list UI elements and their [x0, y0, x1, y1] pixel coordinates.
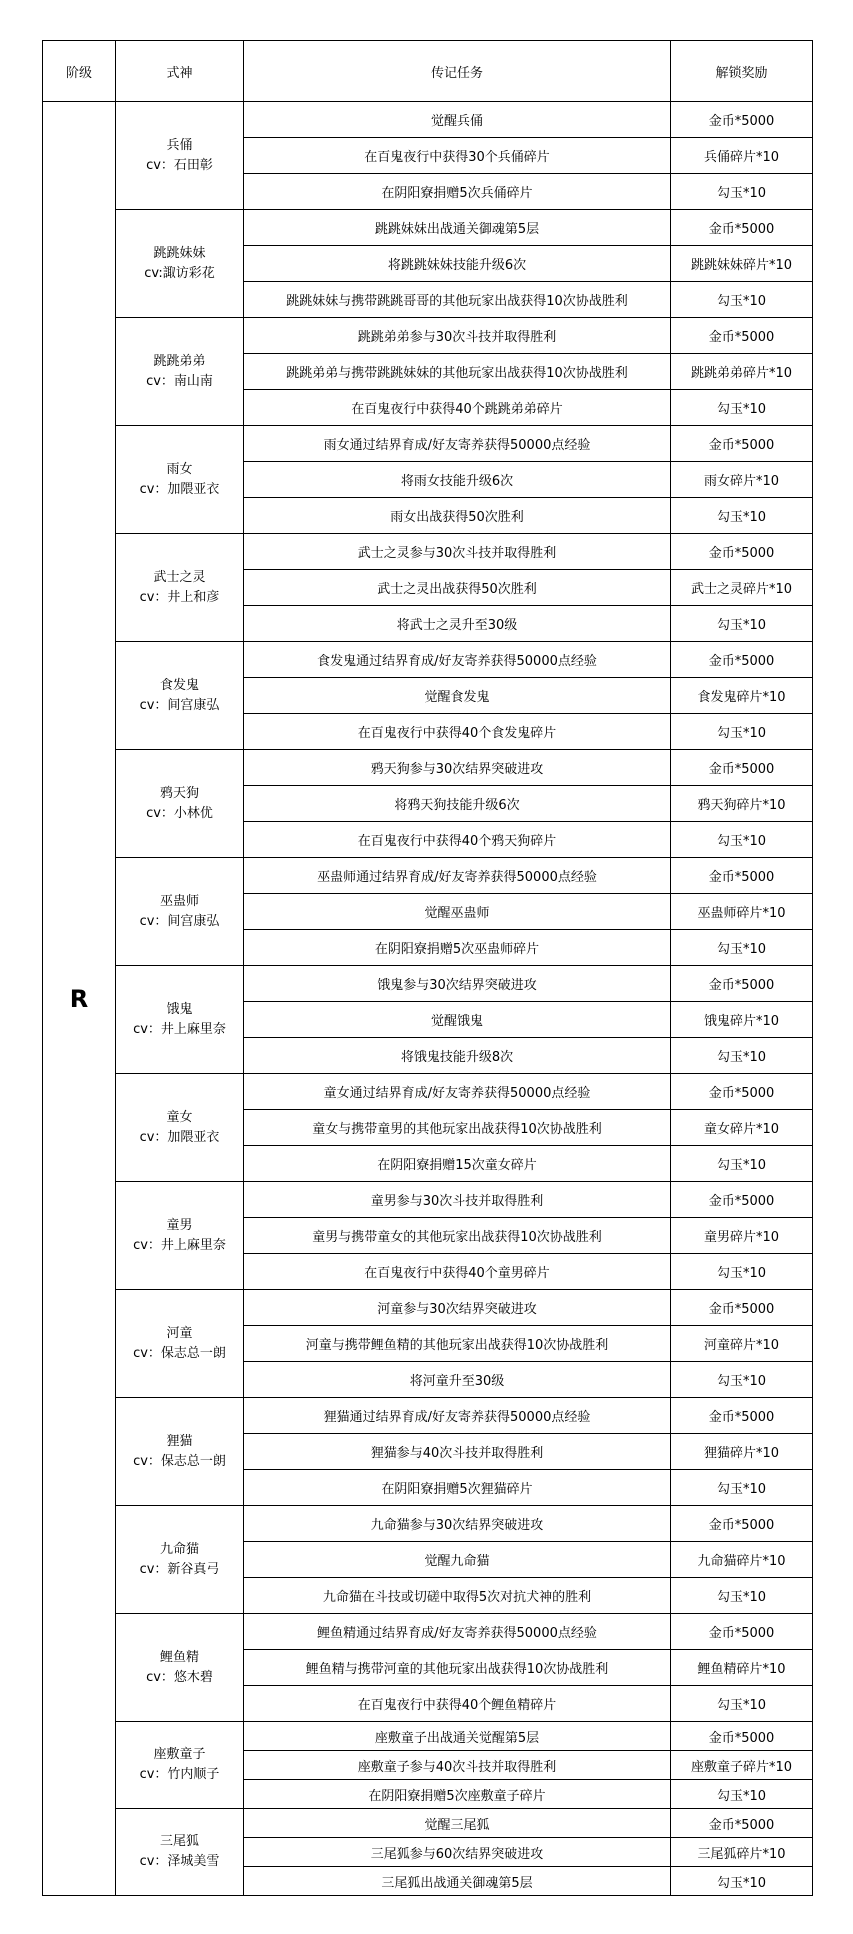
task-cell: 将武士之灵升至30级 [244, 606, 671, 642]
shikigami-name: 武士之灵 [153, 569, 206, 585]
shikigami-cv: cv：泽城美雪 [139, 1854, 220, 1869]
reward-cell: 童女碎片*10 [671, 1110, 813, 1146]
table-row [43, 1074, 813, 1110]
reward-cell: 金币*5000 [671, 426, 813, 462]
task-cell: 巫蛊师通过结界育成/好友寄养获得50000点经验 [244, 858, 671, 894]
reward-cell: 金币*5000 [671, 1074, 813, 1110]
reward-cell: 金币*5000 [671, 1614, 813, 1650]
shikigami-cell [116, 1506, 244, 1614]
shikigami-cv: cv：保志总一朗 [133, 1453, 226, 1469]
reward-cell: 勾玉*10 [671, 1686, 813, 1722]
reward-cell: 勾玉*10 [671, 1470, 813, 1506]
table-row [43, 1290, 813, 1326]
table-row [43, 102, 813, 138]
shikigami-cell [116, 318, 244, 426]
task-cell: 饿鬼参与30次结界突破进攻 [244, 966, 671, 1002]
reward-cell: 金币*5000 [671, 858, 813, 894]
task-cell: 跳跳妹妹出战通关御魂第5层 [244, 210, 671, 246]
shikigami-cell [116, 1398, 244, 1506]
reward-cell: 勾玉*10 [671, 1254, 813, 1290]
shikigami-name: 狸猫 [166, 1433, 193, 1449]
reward-cell: 金币*5000 [671, 1182, 813, 1218]
shikigami-cv: cv：间宫康弘 [139, 697, 220, 713]
reward-cell: 金币*5000 [671, 1722, 813, 1751]
task-cell: 觉醒九命猫 [244, 1542, 671, 1578]
grade-cell: R [43, 102, 116, 1896]
task-cell: 三尾狐出战通关御魂第5层 [244, 1867, 671, 1896]
shikigami-cell [116, 1290, 244, 1398]
header-reward: 解锁奖励 [671, 41, 813, 102]
biography-task-table [42, 40, 813, 1896]
reward-cell: 勾玉*10 [671, 1780, 813, 1809]
reward-cell: 金币*5000 [671, 642, 813, 678]
table-row [43, 318, 813, 354]
reward-cell: 勾玉*10 [671, 174, 813, 210]
shikigami-cell [116, 1074, 244, 1182]
task-cell: 座敷童子出战通关觉醒第5层 [244, 1722, 671, 1751]
task-cell: 鲤鱼精通过结界育成/好友寄养获得50000点经验 [244, 1614, 671, 1650]
shikigami-name: 童女 [166, 1109, 193, 1125]
reward-cell: 童男碎片*10 [671, 1218, 813, 1254]
task-cell: 在百鬼夜行中获得30个兵俑碎片 [244, 138, 671, 174]
task-cell: 三尾狐参与60次结界突破进攻 [244, 1838, 671, 1867]
reward-cell: 九命猫碎片*10 [671, 1542, 813, 1578]
task-cell: 跳跳弟弟参与30次斗技并取得胜利 [244, 318, 671, 354]
reward-cell: 勾玉*10 [671, 1578, 813, 1614]
table-row [43, 750, 813, 786]
table-row [43, 642, 813, 678]
task-cell: 觉醒巫蛊师 [244, 894, 671, 930]
table-row [43, 1182, 813, 1218]
task-cell: 在百鬼夜行中获得40个鲤鱼精碎片 [244, 1686, 671, 1722]
reward-cell: 勾玉*10 [671, 1038, 813, 1074]
reward-cell: 座敷童子碎片*10 [671, 1751, 813, 1780]
reward-cell: 三尾狐碎片*10 [671, 1838, 813, 1867]
task-cell: 将饿鬼技能升级8次 [244, 1038, 671, 1074]
task-cell: 将跳跳妹妹技能升级6次 [244, 246, 671, 282]
task-cell: 觉醒三尾狐 [244, 1809, 671, 1838]
reward-cell: 跳跳弟弟碎片*10 [671, 354, 813, 390]
task-cell: 雨女通过结界育成/好友寄养获得50000点经验 [244, 426, 671, 462]
reward-cell: 勾玉*10 [671, 1867, 813, 1896]
reward-cell: 金币*5000 [671, 966, 813, 1002]
table-row [43, 858, 813, 894]
shikigami-cell [116, 642, 244, 750]
table-row [43, 1506, 813, 1542]
task-cell: 武士之灵参与30次斗技并取得胜利 [244, 534, 671, 570]
task-cell: 武士之灵出战获得50次胜利 [244, 570, 671, 606]
reward-cell: 勾玉*10 [671, 1362, 813, 1398]
shikigami-cell [116, 210, 244, 318]
reward-cell: 鲤鱼精碎片*10 [671, 1650, 813, 1686]
shikigami-cell [116, 102, 244, 210]
shikigami-cell [116, 1614, 244, 1722]
shikigami-cv: cv：井上麻里奈 [133, 1021, 226, 1037]
task-cell: 在百鬼夜行中获得40个童男碎片 [244, 1254, 671, 1290]
reward-cell: 武士之灵碎片*10 [671, 570, 813, 606]
shikigami-name: 童男 [166, 1217, 193, 1233]
table-row [43, 1722, 813, 1751]
task-cell: 觉醒饿鬼 [244, 1002, 671, 1038]
task-cell: 童女通过结界育成/好友寄养获得50000点经验 [244, 1074, 671, 1110]
task-cell: 童男参与30次斗技并取得胜利 [244, 1182, 671, 1218]
reward-cell: 勾玉*10 [671, 930, 813, 966]
header-grade: 阶级 [43, 41, 116, 102]
table-row [43, 534, 813, 570]
shikigami-cv: cv：加隈亚衣 [139, 1129, 220, 1145]
task-cell: 河童与携带鲤鱼精的其他玩家出战获得10次协战胜利 [244, 1326, 671, 1362]
shikigami-cv: cv：井上和彦 [139, 589, 220, 605]
shikigami-cv: cv：加隈亚衣 [139, 481, 220, 497]
table-body [43, 102, 813, 1896]
shikigami-name: 鸦天狗 [159, 785, 199, 801]
task-cell: 河童参与30次结界突破进攻 [244, 1290, 671, 1326]
task-cell: 将河童升至30级 [244, 1362, 671, 1398]
reward-cell: 巫蛊师碎片*10 [671, 894, 813, 930]
shikigami-cell [116, 426, 244, 534]
shikigami-cell [116, 1809, 244, 1896]
reward-cell: 雨女碎片*10 [671, 462, 813, 498]
task-cell: 在百鬼夜行中获得40个跳跳弟弟碎片 [244, 390, 671, 426]
task-cell: 食发鬼通过结界育成/好友寄养获得50000点经验 [244, 642, 671, 678]
header-task: 传记任务 [244, 41, 671, 102]
shikigami-name: 九命猫 [159, 1541, 199, 1557]
header-shikigami: 式神 [116, 41, 244, 102]
table-row [43, 966, 813, 1002]
task-cell: 童女与携带童男的其他玩家出战获得10次协战胜利 [244, 1110, 671, 1146]
reward-cell: 勾玉*10 [671, 282, 813, 318]
reward-cell: 食发鬼碎片*10 [671, 678, 813, 714]
shikigami-name: 饿鬼 [166, 1001, 193, 1017]
shikigami-cv: cv：间宫康弘 [139, 913, 220, 929]
reward-cell: 勾玉*10 [671, 390, 813, 426]
header-row [43, 41, 813, 102]
reward-cell: 勾玉*10 [671, 714, 813, 750]
reward-cell: 勾玉*10 [671, 822, 813, 858]
task-cell: 在百鬼夜行中获得40个鸦天狗碎片 [244, 822, 671, 858]
task-cell: 狸猫通过结界育成/好友寄养获得50000点经验 [244, 1398, 671, 1434]
shikigami-name: 鲤鱼精 [159, 1649, 199, 1665]
table-row [43, 1614, 813, 1650]
reward-cell: 金币*5000 [671, 210, 813, 246]
shikigami-name: 跳跳妹妹 [153, 245, 206, 261]
shikigami-cv: cv：新谷真弓 [139, 1561, 220, 1577]
task-cell: 觉醒食发鬼 [244, 678, 671, 714]
shikigami-cv: cv：石田彰 [146, 157, 213, 173]
task-cell: 在阴阳寮捐赠5次狸猫碎片 [244, 1470, 671, 1506]
shikigami-cv: cv:諏访彩花 [144, 265, 215, 281]
shikigami-cell [116, 858, 244, 966]
reward-cell: 狸猫碎片*10 [671, 1434, 813, 1470]
reward-cell: 勾玉*10 [671, 1146, 813, 1182]
task-cell: 在阴阳寮捐赠15次童女碎片 [244, 1146, 671, 1182]
task-cell: 鸦天狗参与30次结界突破进攻 [244, 750, 671, 786]
task-cell: 在百鬼夜行中获得40个食发鬼碎片 [244, 714, 671, 750]
reward-cell: 鸦天狗碎片*10 [671, 786, 813, 822]
task-cell: 九命猫在斗技或切磋中取得5次对抗犬神的胜利 [244, 1578, 671, 1614]
reward-cell: 兵俑碎片*10 [671, 138, 813, 174]
reward-cell: 勾玉*10 [671, 498, 813, 534]
shikigami-name: 雨女 [166, 461, 193, 477]
reward-cell: 金币*5000 [671, 1290, 813, 1326]
shikigami-cv: cv：保志总一朗 [133, 1345, 226, 1361]
table-row [43, 426, 813, 462]
task-cell: 童男与携带童女的其他玩家出战获得10次协战胜利 [244, 1218, 671, 1254]
reward-cell: 金币*5000 [671, 318, 813, 354]
shikigami-name: 河童 [166, 1325, 193, 1341]
task-cell: 将鸦天狗技能升级6次 [244, 786, 671, 822]
shikigami-cell [116, 750, 244, 858]
task-cell: 觉醒兵俑 [244, 102, 671, 138]
reward-cell: 金币*5000 [671, 534, 813, 570]
reward-cell: 勾玉*10 [671, 606, 813, 642]
shikigami-cv: cv：悠木碧 [146, 1669, 213, 1685]
reward-cell: 金币*5000 [671, 1809, 813, 1838]
table-row [43, 1398, 813, 1434]
shikigami-name: 跳跳弟弟 [153, 353, 206, 369]
task-cell: 雨女出战获得50次胜利 [244, 498, 671, 534]
shikigami-cell [116, 1182, 244, 1290]
task-cell: 在阴阳寮捐赠5次座敷童子碎片 [244, 1780, 671, 1809]
shikigami-name: 巫蛊师 [159, 893, 199, 909]
shikigami-cell [116, 1722, 244, 1809]
shikigami-name: 座敷童子 [153, 1747, 206, 1762]
task-cell: 九命猫参与30次结界突破进攻 [244, 1506, 671, 1542]
task-cell: 鲤鱼精与携带河童的其他玩家出战获得10次协战胜利 [244, 1650, 671, 1686]
shikigami-name: 三尾狐 [159, 1834, 199, 1849]
shikigami-name: 食发鬼 [159, 677, 199, 693]
shikigami-name: 兵俑 [166, 137, 193, 153]
task-cell: 将雨女技能升级6次 [244, 462, 671, 498]
task-cell: 跳跳妹妹与携带跳跳哥哥的其他玩家出战获得10次协战胜利 [244, 282, 671, 318]
shikigami-cv: cv：南山南 [146, 373, 213, 389]
shikigami-cv: cv：竹内顺子 [139, 1767, 220, 1782]
task-cell: 在阴阳寮捐赠5次巫蛊师碎片 [244, 930, 671, 966]
reward-cell: 金币*5000 [671, 1398, 813, 1434]
shikigami-cv: cv：井上麻里奈 [133, 1237, 226, 1253]
task-cell: 狸猫参与40次斗技并取得胜利 [244, 1434, 671, 1470]
shikigami-cell [116, 966, 244, 1074]
reward-cell: 河童碎片*10 [671, 1326, 813, 1362]
reward-cell: 跳跳妹妹碎片*10 [671, 246, 813, 282]
task-cell: 座敷童子参与40次斗技并取得胜利 [244, 1751, 671, 1780]
reward-cell: 金币*5000 [671, 102, 813, 138]
table-row [43, 210, 813, 246]
reward-cell: 金币*5000 [671, 750, 813, 786]
shikigami-cv: cv：小林优 [146, 805, 213, 821]
reward-cell: 金币*5000 [671, 1506, 813, 1542]
shikigami-cell [116, 534, 244, 642]
table-row [43, 1809, 813, 1838]
reward-cell: 饿鬼碎片*10 [671, 1002, 813, 1038]
task-cell: 在阴阳寮捐赠5次兵俑碎片 [244, 174, 671, 210]
task-cell: 跳跳弟弟与携带跳跳妹妹的其他玩家出战获得10次协战胜利 [244, 354, 671, 390]
